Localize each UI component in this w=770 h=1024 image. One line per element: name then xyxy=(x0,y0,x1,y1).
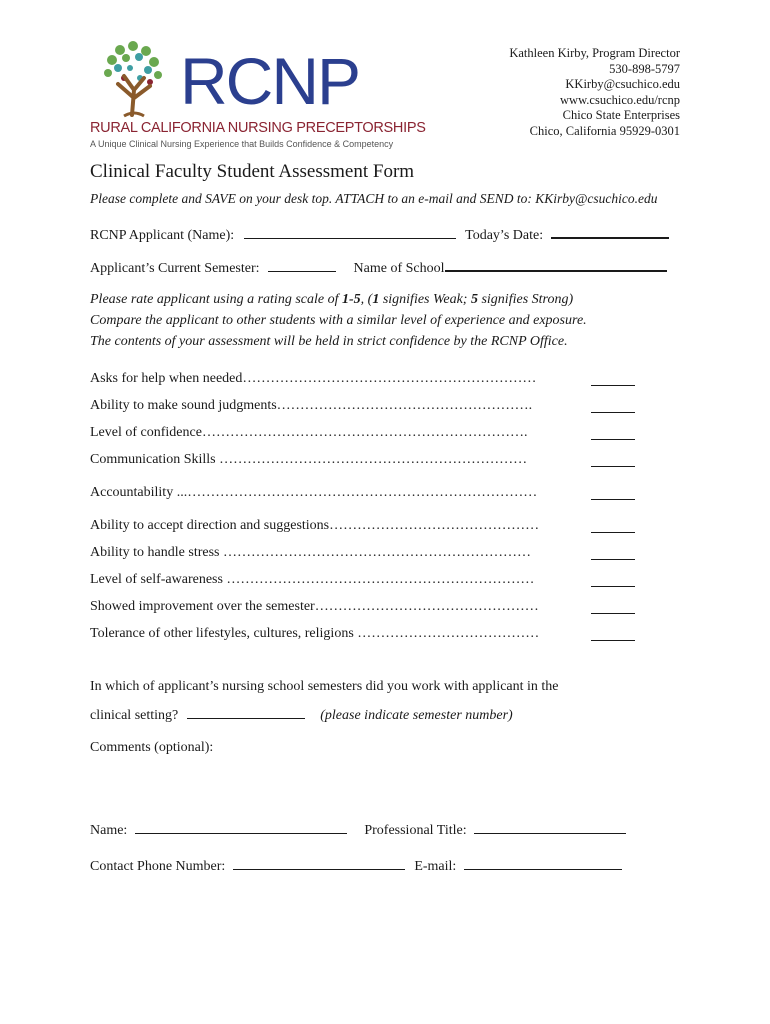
name-field[interactable] xyxy=(135,820,347,834)
semester-question-cont: clinical setting? xyxy=(90,708,179,723)
school-field[interactable] xyxy=(445,257,667,272)
semester-hint: (please indicate semester number) xyxy=(320,708,513,723)
clinical-semester-field[interactable] xyxy=(187,705,305,719)
phone-field[interactable] xyxy=(233,856,405,870)
applicant-name-field[interactable] xyxy=(244,225,456,239)
school-label: Name of School xyxy=(353,261,445,276)
contact-director: Kathleen Kirby, Program Director xyxy=(509,46,680,60)
rating-field[interactable] xyxy=(591,485,635,500)
form-title: Clinical Faculty Student Assessment Form xyxy=(90,161,415,182)
contact-row xyxy=(90,856,622,875)
applicant-name-label: RCNP Applicant (Name): xyxy=(90,228,235,243)
rating-instructions xyxy=(90,289,587,352)
name-label: Name: xyxy=(90,823,128,838)
contact-email: KKirby@csuchico.edu xyxy=(565,77,680,91)
todays-date-field[interactable] xyxy=(551,224,669,239)
rating-field[interactable] xyxy=(591,398,635,413)
rating-label: Level of confidence……………………………………………………………. xyxy=(90,425,528,440)
rcnp-logo xyxy=(88,40,426,155)
rating-field[interactable] xyxy=(591,599,635,614)
rating-field[interactable] xyxy=(591,572,635,587)
rating-label: Ability to make sound judgments………………………………………………. xyxy=(90,398,533,413)
semester-question: In which of applicant’s nursing school semesters did you work with applicant in the xyxy=(90,679,559,694)
applicant-name-row xyxy=(90,224,669,244)
rating-label: Communication Skills ………………………………………………………… xyxy=(90,452,528,467)
rating-label: Accountability ...………………………………………………………………… xyxy=(90,485,538,500)
rating-label: Level of self-awareness ………………………………………………………… xyxy=(90,572,535,587)
contact-block xyxy=(509,46,680,139)
rating-field[interactable] xyxy=(591,425,635,440)
rating-field[interactable] xyxy=(591,518,635,533)
contact-address: Chico, California 95929-0301 xyxy=(529,123,680,138)
rating-field[interactable] xyxy=(591,371,635,386)
rating-field[interactable] xyxy=(591,545,635,560)
rating-label: Showed improvement over the semester………………………………………… xyxy=(90,599,539,614)
professional-title-field[interactable] xyxy=(474,820,626,834)
semester-school-row xyxy=(90,257,667,277)
contact-org: Chico State Enterprises xyxy=(562,108,680,122)
rating-scale-line: Please rate applicant using a rating scale of 1-5, (1 signifies Weak; 5 signifies Strong) xyxy=(90,292,574,307)
rating-label: Asks for help when needed……………………………………………………… xyxy=(90,371,537,386)
professional-title-label: Professional Title: xyxy=(364,823,467,838)
rating-label: Ability to handle stress ………………………………………………………… xyxy=(90,545,531,560)
rating-confidential-line: The contents of your assessment will be held in strict confidence by the RCNP Office. xyxy=(90,334,568,349)
comments-label: Comments (optional): xyxy=(90,740,214,755)
logo-tagline: A Unique Clinical Nursing Experience that Builds Confidence & Competency xyxy=(90,139,394,149)
rating-compare-line: Compare the applicant to other students with a similar level of experience and exposure. xyxy=(90,313,587,328)
todays-date-label: Today’s Date: xyxy=(465,228,544,243)
contact-phone: 530-898-5797 xyxy=(609,61,680,76)
rating-field[interactable] xyxy=(591,626,635,641)
email-label: E-mail: xyxy=(414,859,457,874)
phone-label: Contact Phone Number: xyxy=(90,859,226,874)
rating-label: Ability to accept direction and suggestions……………………………………… xyxy=(90,518,540,533)
submission-instruction: Please complete and SAVE on your desk top. ATTACH to an e-mail and SEND to: KKirby@csuchico.edu xyxy=(90,191,658,206)
tree-icon xyxy=(88,40,178,120)
logo-brand: RCNP xyxy=(180,44,360,118)
semester-question-row xyxy=(90,705,513,724)
semester-label: Applicant’s Current Semester: xyxy=(90,261,260,276)
rating-field[interactable] xyxy=(591,452,635,467)
contact-website: www.csuchico.edu/rcnp xyxy=(560,92,680,107)
logo-subtitle: RURAL CALIFORNIA NURSING PRECEPTORSHIPS xyxy=(90,120,426,136)
signoff-row xyxy=(90,820,626,839)
rating-label: Tolerance of other lifestyles, cultures, religions ………………………………… xyxy=(90,626,540,641)
email-field[interactable] xyxy=(464,856,622,870)
semester-field[interactable] xyxy=(268,258,336,272)
